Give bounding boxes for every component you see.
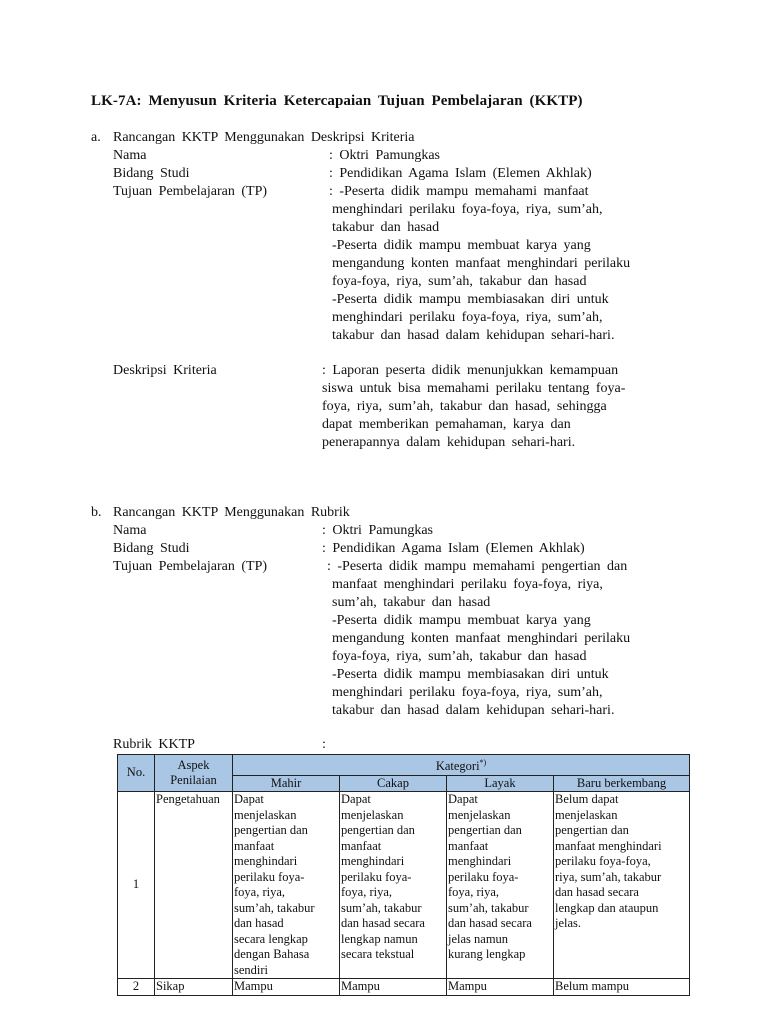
cell-mahir bbox=[233, 979, 340, 996]
cell-line: pengertian dan bbox=[341, 823, 415, 838]
section-b-tp-line: mengandung konten manfaat menghindari perilaku bbox=[332, 631, 631, 646]
cell-line: manfaat bbox=[341, 838, 382, 853]
cell-line: menjelaskan bbox=[555, 807, 618, 822]
row-number: 1 bbox=[118, 792, 155, 979]
cell-line: menjelaskan bbox=[234, 807, 297, 822]
section-a-deskripsi-line: foya, riya, sum’ah, takabur dan hasad, sehingga bbox=[322, 399, 607, 414]
section-b-nama-value: : Oktri Pamungkas bbox=[322, 523, 433, 538]
section-b-tp-label: Tujuan Pembelajaran (TP) bbox=[113, 559, 268, 574]
section-b-tp-line: -Peserta didik mampu membuat karya yang bbox=[332, 613, 591, 628]
header-kategori-sup: *) bbox=[479, 758, 487, 767]
cell-line: riya, sum’ah, takabur bbox=[555, 869, 662, 884]
header-aspek-line1: Aspek bbox=[177, 757, 210, 772]
row-number: 2 bbox=[118, 979, 155, 996]
section-a-tp-label: Tujuan Pembelajaran (TP) bbox=[113, 184, 268, 199]
cell-line: menghindari bbox=[234, 854, 298, 869]
section-a-deskripsi-line: siswa untuk bisa memahami perilaku tentang foya- bbox=[322, 381, 626, 396]
section-a-marker: a. bbox=[91, 130, 101, 145]
cell-layak bbox=[447, 979, 554, 996]
section-a-deskripsi-label: Deskripsi Kriteria bbox=[113, 363, 217, 378]
cell-layak bbox=[447, 792, 554, 979]
cell-line: perilaku foya- bbox=[448, 869, 519, 884]
row-aspek: Pengetahuan bbox=[155, 792, 233, 979]
header-aspek bbox=[155, 755, 233, 792]
header-level-layak: Layak bbox=[447, 775, 554, 792]
cell-line: lengkap namun bbox=[341, 931, 418, 946]
rubric-table bbox=[117, 754, 690, 996]
cell-mahir bbox=[233, 792, 340, 979]
cell-line: jelas namun bbox=[448, 931, 509, 946]
section-a-bidang-label: Bidang Studi bbox=[113, 166, 190, 181]
rubric-header-row bbox=[118, 755, 690, 776]
header-level-baru-berkembang: Baru berkembang bbox=[554, 775, 690, 792]
cell-line: foya, riya, bbox=[234, 885, 286, 900]
cell-line: Dapat bbox=[341, 792, 371, 807]
cell-line: secara lengkap bbox=[234, 931, 308, 946]
section-a-tp-line: -Peserta didik mampu membiasakan diri untuk bbox=[332, 292, 609, 307]
cell-cakap bbox=[340, 979, 447, 996]
cell-line: lengkap dan ataupun bbox=[555, 900, 659, 915]
header-aspek-line2: Penilaian bbox=[170, 773, 217, 788]
cell-cakap bbox=[340, 792, 447, 979]
section-b-tp-line: menghindari perilaku foya-foya, riya, sum’ah, bbox=[332, 685, 603, 700]
cell-line: menghindari bbox=[341, 854, 405, 869]
section-a-tp-line: menghindari perilaku foya-foya, riya, sum’ah, bbox=[332, 202, 603, 217]
header-kategori-label: Kategori bbox=[435, 759, 480, 774]
section-b-tp-line: manfaat menghindari perilaku foya-foya, riya, bbox=[332, 577, 603, 592]
cell-line: foya, riya, bbox=[341, 885, 393, 900]
cell-line: pengertian dan bbox=[448, 823, 522, 838]
section-a-tp-line: -Peserta didik mampu membuat karya yang bbox=[332, 238, 591, 253]
section-a-deskripsi-line: dapat memberikan pemahaman, karya dan bbox=[322, 417, 571, 432]
cell-baru-berkembang bbox=[554, 792, 690, 979]
cell-line: menjelaskan bbox=[448, 807, 511, 822]
cell-line: dan hasad secara bbox=[448, 916, 532, 931]
section-a-bidang-value: : Pendidikan Agama Islam (Elemen Akhlak) bbox=[329, 166, 592, 181]
cell-line: Belum dapat bbox=[555, 792, 619, 807]
section-a-tp-line: takabur dan hasad bbox=[332, 220, 440, 235]
cell-line: manfaat bbox=[448, 838, 489, 853]
cell-line: secara tekstual bbox=[341, 947, 415, 962]
row-aspek: Sikap bbox=[155, 979, 233, 996]
cell-line: menghindari bbox=[448, 854, 512, 869]
section-b-tp-line: : -Peserta didik mampu memahami pengertian dan bbox=[327, 559, 628, 574]
cell-line: perilaku foya- bbox=[341, 869, 412, 884]
cell-line: dan hasad secara bbox=[341, 916, 425, 931]
cell-line: dan hasad secara bbox=[555, 885, 639, 900]
section-a-tp-line: menghindari perilaku foya-foya, riya, sum’ah, bbox=[332, 310, 603, 325]
cell-line: pengertian dan bbox=[555, 823, 629, 838]
cell-line: sum’ah, takabur bbox=[234, 900, 315, 915]
header-kategori bbox=[233, 755, 690, 776]
cell-line: foya, riya, bbox=[448, 885, 500, 900]
section-a-tp-line: takabur dan hasad dalam kehidupan sehari-hari. bbox=[332, 328, 615, 343]
table-row bbox=[118, 792, 690, 979]
section-b-marker: b. bbox=[91, 505, 102, 520]
cell-baru-berkembang bbox=[554, 979, 690, 996]
cell-line: menjelaskan bbox=[341, 807, 404, 822]
rubrik-label: Rubrik KKTP bbox=[113, 737, 195, 752]
cell-line: Mampu bbox=[448, 979, 487, 994]
section-b-heading: Rancangan KKTP Menggunakan Rubrik bbox=[113, 505, 350, 520]
section-b-bidang-label: Bidang Studi bbox=[113, 541, 190, 556]
cell-line: perilaku foya- bbox=[234, 869, 305, 884]
cell-line: manfaat bbox=[234, 838, 275, 853]
section-b-bidang-value: : Pendidikan Agama Islam (Elemen Akhlak) bbox=[322, 541, 585, 556]
cell-line: jelas. bbox=[555, 916, 582, 931]
cell-line: Dapat bbox=[448, 792, 478, 807]
section-a-nama-value: : Oktri Pamungkas bbox=[329, 148, 440, 163]
section-a-tp-line: foya-foya, riya, sum’ah, takabur dan hasad bbox=[332, 274, 587, 289]
section-a-tp-line: : -Peserta didik mampu memahami manfaat bbox=[329, 184, 589, 199]
section-b-tp-line: -Peserta didik mampu membiasakan diri untuk bbox=[332, 667, 609, 682]
cell-line: Dapat bbox=[234, 792, 264, 807]
rubrik-colon: : bbox=[322, 737, 326, 752]
cell-line: manfaat menghindari bbox=[555, 838, 662, 853]
header-no: No. bbox=[118, 755, 155, 792]
section-b-tp-line: takabur dan hasad dalam kehidupan sehari-hari. bbox=[332, 703, 615, 718]
section-a-nama-label: Nama bbox=[113, 148, 147, 163]
section-a-deskripsi-line: penerapannya dalam kehidupan sehari-hari. bbox=[322, 435, 576, 450]
header-level-cakap: Cakap bbox=[340, 775, 447, 792]
cell-line: perilaku foya-foya, bbox=[555, 854, 651, 869]
header-level-mahir: Mahir bbox=[233, 775, 340, 792]
cell-line: Belum mampu bbox=[555, 979, 629, 994]
cell-line: Mampu bbox=[341, 979, 380, 994]
cell-line: sum’ah, takabur bbox=[341, 900, 422, 915]
cell-line: kurang lengkap bbox=[448, 947, 526, 962]
table-row bbox=[118, 979, 690, 996]
cell-line: sendiri bbox=[234, 962, 269, 977]
cell-line: Mampu bbox=[234, 979, 273, 994]
section-b-tp-line: foya-foya, riya, sum’ah, takabur dan hasad bbox=[332, 649, 587, 664]
section-a-heading: Rancangan KKTP Menggunakan Deskripsi Kriteria bbox=[113, 130, 415, 145]
cell-line: pengertian dan bbox=[234, 823, 308, 838]
cell-line: dengan Bahasa bbox=[234, 947, 310, 962]
section-a-tp-line: mengandung konten manfaat menghindari perilaku bbox=[332, 256, 631, 271]
section-b-nama-label: Nama bbox=[113, 523, 147, 538]
cell-line: dan hasad bbox=[234, 916, 284, 931]
cell-line: sum’ah, takabur bbox=[448, 900, 529, 915]
page-title: LK-7A: Menyusun Kriteria Ketercapaian Tujuan Pembelajaran (KKTP) bbox=[91, 93, 583, 109]
section-a-deskripsi-line: : Laporan peserta didik menunjukkan kemampuan bbox=[322, 363, 619, 378]
section-b-tp-line: sum’ah, takabur dan hasad bbox=[332, 595, 491, 610]
